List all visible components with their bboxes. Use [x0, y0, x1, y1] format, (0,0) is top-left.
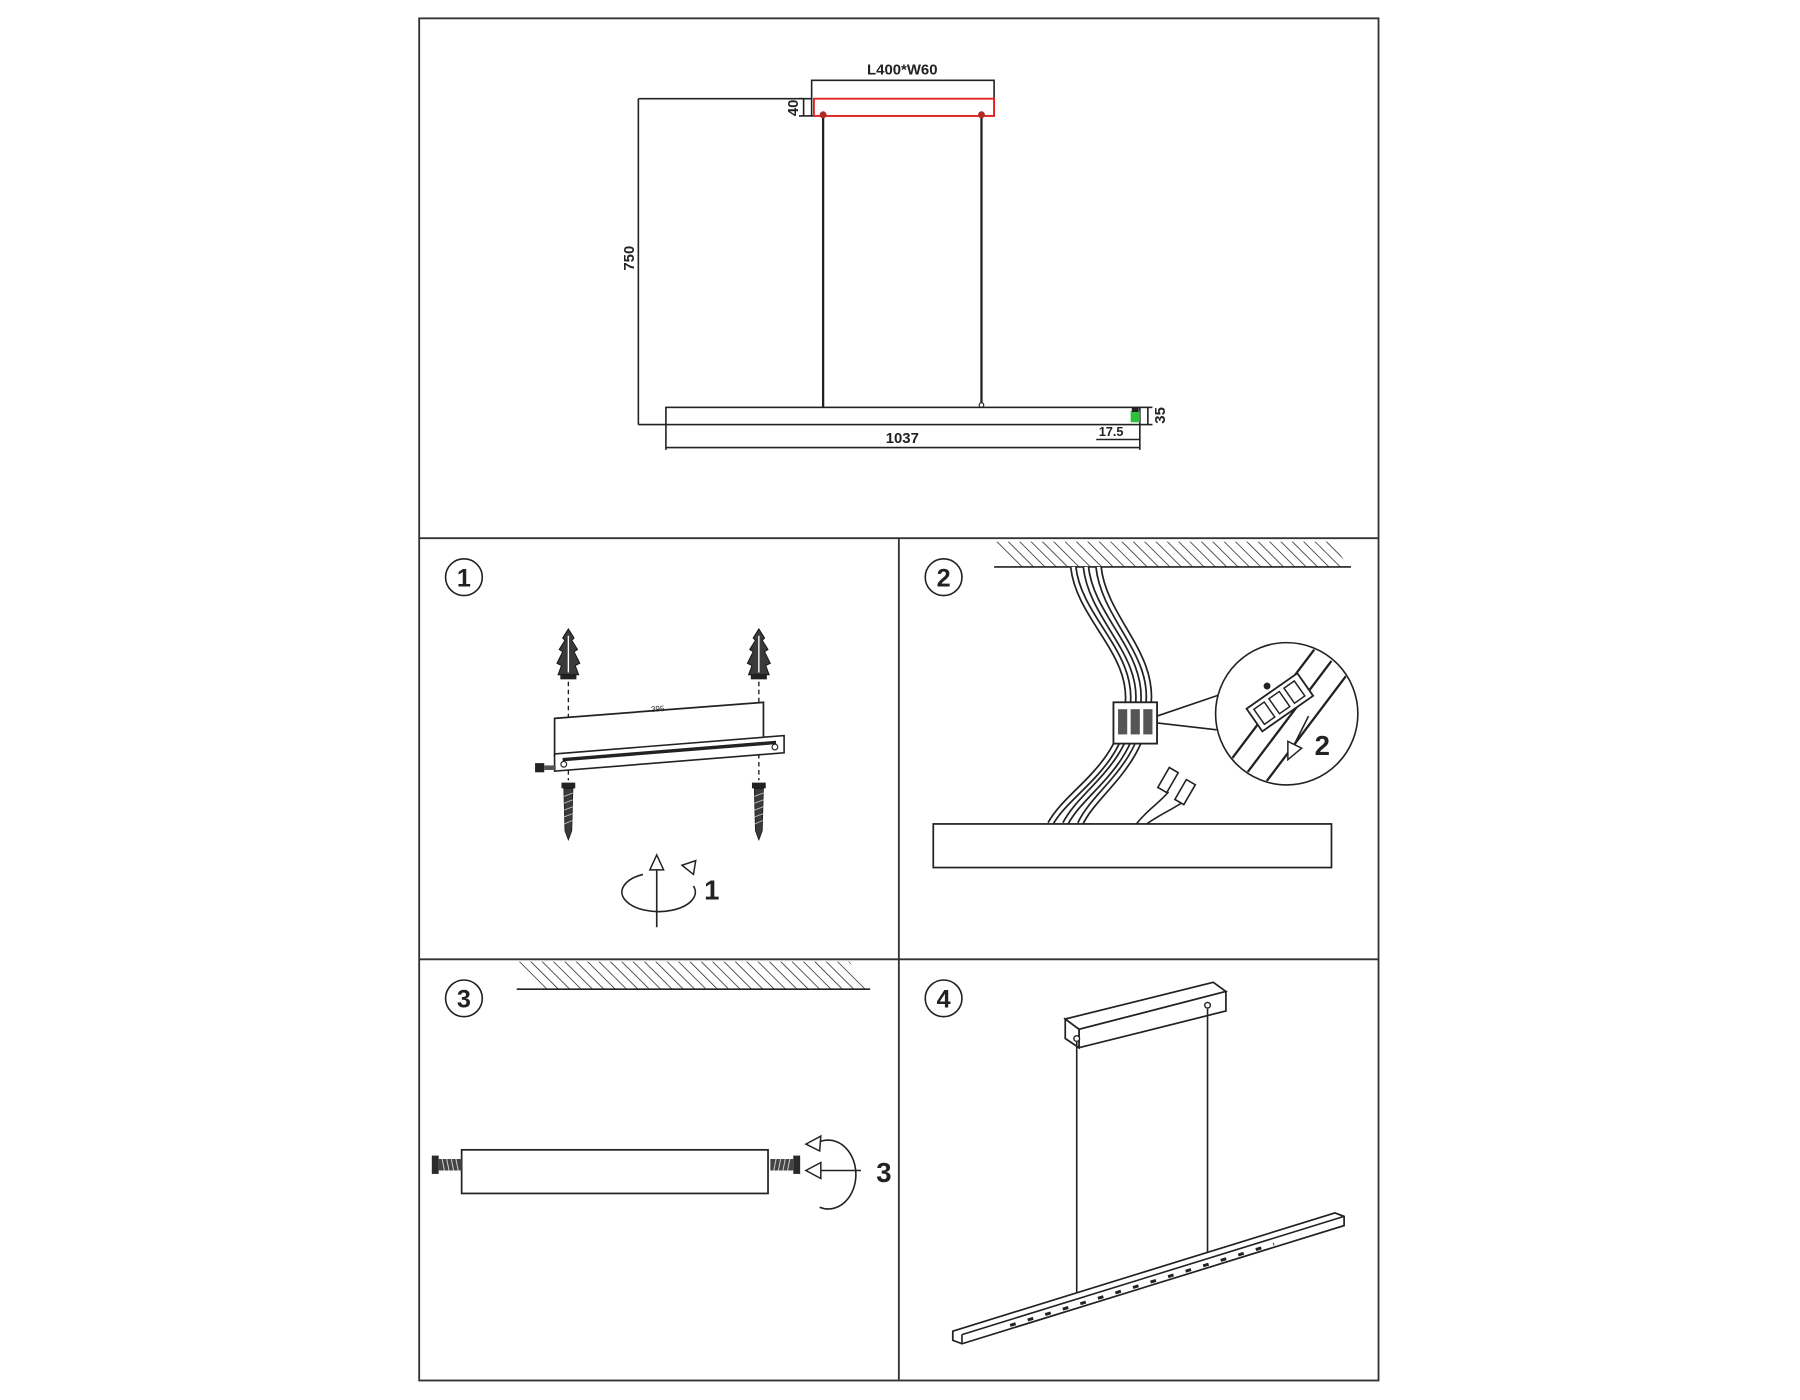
rotate-arrow-icon	[806, 1136, 861, 1209]
step-2-number: 2	[936, 564, 951, 593]
overview-drawing	[622, 63, 1169, 450]
step-2-panel	[925, 542, 1358, 868]
light-bar	[933, 824, 1331, 868]
step-4-badge	[925, 980, 962, 1017]
direction-arrow-icon	[1288, 716, 1309, 760]
step-3-panel	[432, 962, 892, 1209]
terminal-block	[1113, 702, 1157, 743]
wall-plug-right-icon	[747, 629, 770, 679]
ceiling	[994, 542, 1351, 567]
suspension-height-label: 750	[621, 245, 638, 271]
canopy-highlight	[814, 99, 994, 116]
canopy-size-label: L400*W60	[867, 62, 938, 79]
set-screw-icon	[535, 763, 556, 772]
step-2-action-label: 2	[1314, 730, 1330, 762]
step-1-number: 1	[456, 564, 471, 593]
canopy-height-dimension	[786, 99, 812, 116]
supply-cables	[1050, 567, 1149, 824]
step-1-panel	[446, 559, 785, 927]
magnifier-leader	[1157, 695, 1218, 729]
end-cap-screw-right-icon	[770, 1156, 800, 1174]
profile-marker	[1131, 411, 1140, 422]
cable-anchor-left	[820, 111, 827, 118]
screw-right-icon	[752, 783, 766, 840]
step-3-action-label: 3	[876, 1156, 892, 1188]
canopy-height-label: 40	[785, 99, 802, 117]
length-dimension	[666, 425, 1140, 450]
bar-height-dimension	[1096, 407, 1169, 439]
rotate-arrow-icon	[622, 855, 696, 927]
step-4-panel	[925, 980, 1344, 1344]
light-bar	[462, 1150, 768, 1194]
wall-plug-left-icon	[557, 629, 580, 679]
end-cap-screw-left-icon	[432, 1156, 462, 1174]
step-3-number: 3	[456, 985, 471, 1014]
length-label: 1037	[885, 430, 919, 447]
ceiling	[517, 962, 870, 990]
mounting-bracket	[555, 702, 785, 771]
loose-wire-connectors	[1136, 768, 1195, 824]
screw-left-icon	[561, 783, 575, 840]
step-3-badge	[446, 980, 483, 1017]
bar-height-label: 35	[1153, 407, 1170, 424]
step-1-badge	[446, 559, 483, 596]
bracket-dimension-label: 395	[650, 704, 665, 714]
step-2-badge	[925, 559, 962, 596]
light-bar	[953, 1213, 1344, 1344]
bar-half-height-label: 17.5	[1098, 425, 1124, 440]
canopy	[1065, 982, 1226, 1047]
light-bar	[666, 407, 1140, 424]
cable-anchor-right	[978, 111, 985, 118]
magnified-detail	[1216, 643, 1358, 794]
suspension-height-dimension	[622, 99, 804, 425]
step-1-action-label: 1	[704, 874, 720, 906]
step-4-number: 4	[936, 985, 951, 1014]
